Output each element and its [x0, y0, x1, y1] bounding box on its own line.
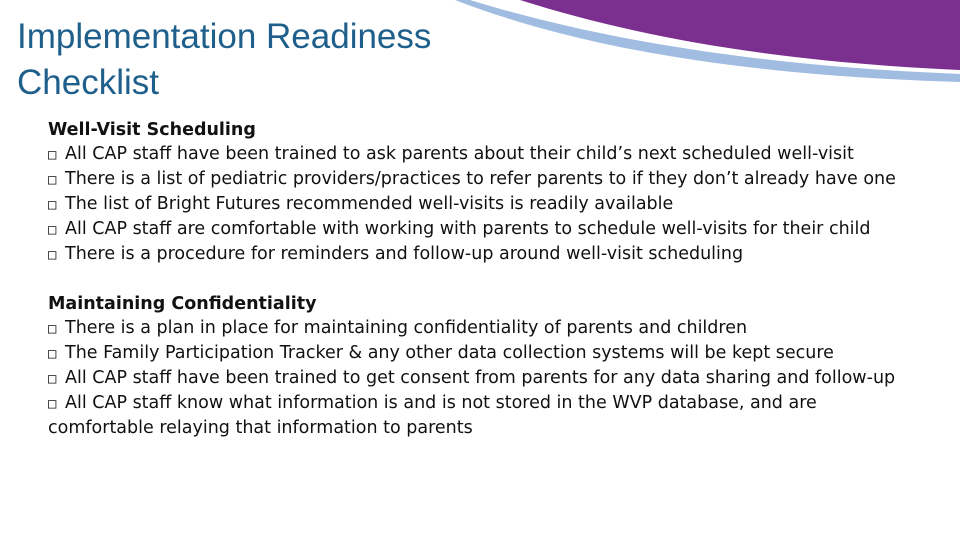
checklist-section — [48, 292, 908, 441]
checkbox-icon[interactable]: □ — [48, 172, 57, 189]
checklist-item-text: There is a list of pediatric providers/practices to refer parents to if they don’t already have one — [65, 169, 896, 190]
checkbox-icon[interactable]: □ — [48, 197, 57, 214]
checkbox-icon[interactable]: □ — [48, 222, 57, 239]
checklist-item — [48, 142, 908, 167]
checklist-item-text: The list of Bright Futures recommended well-visits is readily available — [65, 194, 674, 215]
section-heading: Well-Visit Scheduling — [48, 120, 256, 140]
checklist-item — [48, 391, 908, 440]
checklist-item — [48, 167, 908, 192]
checklist-body — [48, 118, 908, 464]
checklist-item — [48, 242, 908, 267]
checklist-item-text: All CAP staff are comfortable with working with parents to schedule well-visits for their child — [65, 219, 871, 240]
checklist-item — [48, 341, 908, 366]
checkbox-icon[interactable]: □ — [48, 320, 57, 337]
checkbox-icon[interactable]: □ — [48, 147, 57, 164]
checkbox-icon[interactable]: □ — [48, 395, 57, 412]
checklist-item — [48, 217, 908, 242]
checkbox-icon[interactable]: □ — [48, 345, 57, 362]
checklist-item-text: All CAP staff have been trained to get consent from parents for any data sharing and follow-up — [65, 367, 896, 388]
checklist-item-text: The Family Participation Tracker & any other data collection systems will be kept secure — [65, 342, 834, 363]
section-heading: Maintaining Confidentiality — [48, 293, 317, 314]
checklist-item — [48, 192, 908, 217]
checklist-item — [48, 316, 908, 341]
checklist-item-text: All CAP staff have been trained to ask parents about their child’s next scheduled well-visit — [65, 144, 854, 165]
checklist-item-text: All CAP staff know what information is and is not stored in the WVP database, and are comfortable relaying that information to parents — [48, 392, 817, 439]
checkbox-icon[interactable]: □ — [48, 247, 57, 264]
checklist-item — [48, 366, 908, 391]
checkbox-icon[interactable]: □ — [48, 370, 57, 387]
slide-title: Implementation Readiness Checklist — [17, 17, 432, 102]
checklist-item-text: There is a procedure for reminders and follow-up around well-visit scheduling — [65, 244, 744, 265]
checklist-item-text: There is a plan in place for maintaining confidentiality of parents and children — [65, 317, 748, 338]
checklist-section — [48, 118, 908, 268]
